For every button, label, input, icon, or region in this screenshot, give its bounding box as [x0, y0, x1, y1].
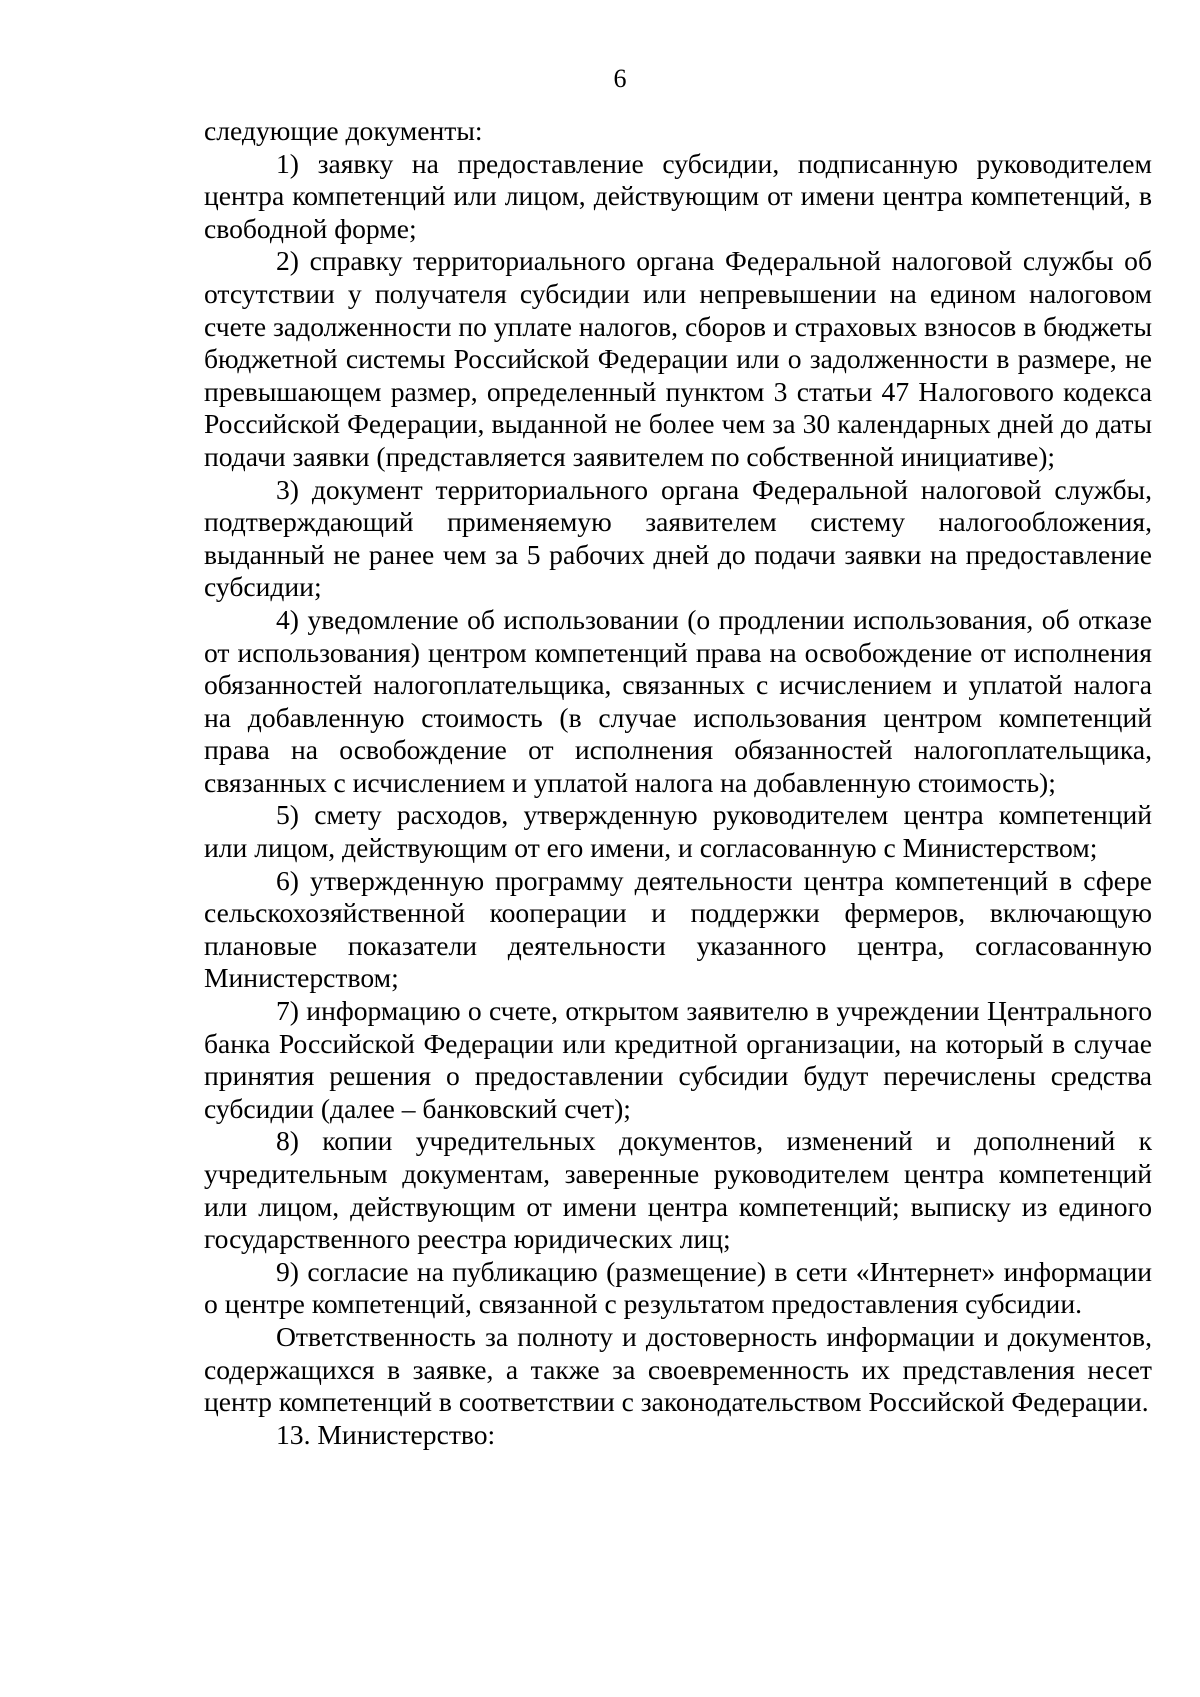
page-number: 6 — [613, 64, 627, 93]
list-item-9: 9) согласие на публикацию (размещение) в сети «Интернет» информации о центре компетенций, связанной с результатом предоставления субсидии. — [204, 1255, 1152, 1320]
list-item-1: 1) заявку на предоставление субсидии, подписанную руководителем центра компетенций или лицом, действующим от имени центра компетенций, в свободной форме; — [204, 147, 1152, 244]
paragraph-section-13: 13. Министерство: — [276, 1418, 496, 1450]
paragraph-responsibility: Ответственность за полноту и достоверность информации и документов, содержащихся в заявке, а также за своевременность их представления несет центр компетенций в соответствии с законодательством Российской Федерации. — [204, 1320, 1152, 1418]
list-item-3: 3) документ территориального органа Федеральной налоговой службы, подтверждающий применяемую заявителем систему налогообложения, выданный не ранее чем за 5 рабочих дней до подачи заявки на предоставление субсидии; — [204, 473, 1152, 603]
list-item-2: 2) справку территориального органа Федеральной налоговой службы об отсутствии у получателя субсидии или непревышении на едином налоговом счете задолженности по уплате налогов, сборов и страховых взносов в бюджеты бюджетной системы Российской Федерации или о задолженности в размере, не превышающем размер, определенный пунктом 3 статьи 47 Налогового кодекса Российской Федерации, выданной не более чем за 30 календарных дней до даты подачи заявки (представляется заявителем по собственной инициативе); — [204, 245, 1152, 472]
paragraph-intro: следующие документы: — [204, 115, 483, 146]
list-item-5: 5) смету расходов, утвержденную руководителем центра компетенций или лицом, действующим от его имени, и согласованную с Министерством; — [204, 799, 1152, 864]
list-item-4: 4) уведомление об использовании (о продлении использования, об отказе от использования) центром компетенций права на освобождение от исполнения обязанностей налогоплательщика, связанных с исчислением и уплатой налога на добавленную стоимость (в случае использования центром компетенций права на освобождение от исполнения обязанностей налогоплательщика, связанных с исчислением и уплатой налога на добавленную стоимость); — [204, 603, 1152, 798]
document-body — [204, 115, 1152, 1451]
list-item-8: 8) копии учредительных документов, изменений и дополнений к учредительным документам, заверенные руководителем центра компетенций или лицом, действующим от имени центра компетенций; выписку из единого государственного реестра юридических лиц; — [204, 1125, 1152, 1255]
list-item-7: 7) информацию о счете, открытом заявителю в учреждении Центрального банка Российской Федерации или кредитной организации, на который в случае принятия решения о предоставлении субсидии будут перечислены средства субсидии (далее – банковский счет); — [204, 995, 1152, 1124]
list-item-6: 6) утвержденную программу деятельности центра компетенций в сфере сельскохозяйственной кооперации и поддержки фермеров, включающую плановые показатели деятельности указанного центра, согласованную Министерством; — [204, 864, 1152, 994]
